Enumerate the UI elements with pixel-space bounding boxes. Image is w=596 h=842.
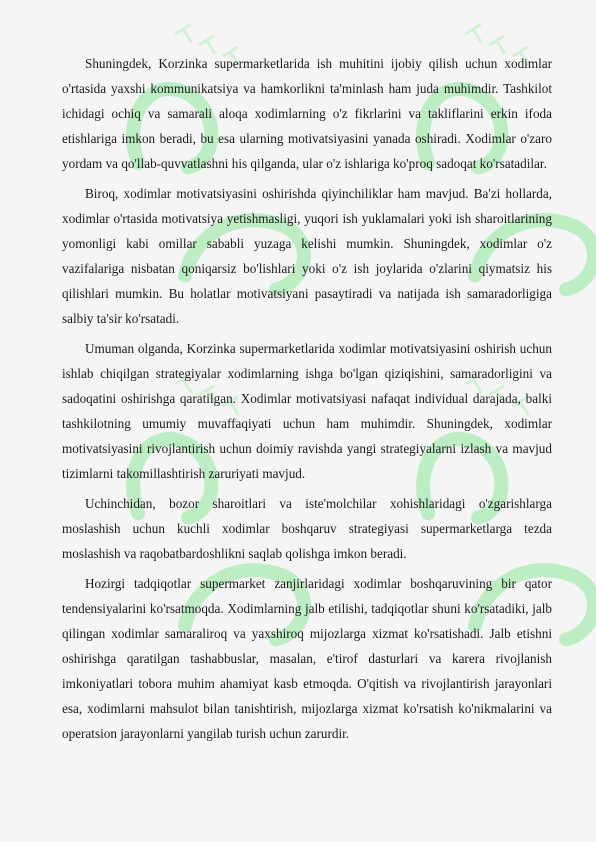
paragraph-4: Uchinchidan, bozor sharoitlari va iste'molchilar xohishlaridagi o'zgarishlarga moslashish uchun kuchli xodimlar boshqaruv strategiyasi supermarketlarga tezda moslashish va raqobatbardoshlikni saqlab qolishga imkon beradi. (62, 495, 552, 561)
paragraph-5: Hozirgi tadqiqotlar supermarket zanjirlaridagi xodimlar boshqaruvining bir qator tendensiyalarini ko'rsatmoqda. Xodimlarning jalb etilishi, tadqiqotlar shuni ko'rsatadiki, jalb qilingan xodimlar samaraliroq va yaxshiroq mijozlarga xizmat ko'rsatishadi. Jalb etishni oshirishga qaratilgan tashabbuslar, masalan, e'tirof dasturlari va karera rivojlanish imkoniyatlari tobora muhim ahamiyat kasb etmoqda. O'qitish va rivojlantirish jarayonlari esa, xodimlarni mahsulot bilan tanishtirish, mijozlarga xizmat ko'rsatish ko'nikmalarini va operatsion jarayonlarni yangilab turish uchun zarurdir. (62, 576, 552, 741)
paragraph-3: Umuman olganda, Korzinka supermarketlarida xodimlar motivatsiyasini oshirish uchun ishlab chiqilgan strategiyalar xodimlarning ishga bo'lgan qiziqishini, samaradorligini va sadoqatini oshirishga qaratilgan. Xodimlar motivatsiyasi nafaqat individual darajada, balki tashkilotning umumiy muvaffaqiyati uchun ham muhimdir. Shuningdek, xodimlar motivatsiyasini rivojlantirish uchun doimiy ravishda yangi strategiyalarni izlash va mavjud tizimlarni takomillashtirish zaruriyati mavjud. (62, 340, 552, 481)
document-page (62, 52, 552, 752)
paragraph-1: Shuningdek, Korzinka supermarketlarida ish muhitini ijobiy qilish uchun xodimlar o'rtasida yaxshi kommunikatsiya va hamkorlikni ta'minlash ham juda muhimdir. Tashkilot ichidagi ochiq va samarali aloqa xodimlarning o'z fikrlarini va takliflarini erkin ifoda etishlariga imkon beradi, bu esa ularning motivatsiyasini yanada oshiradi. Xodimlar o'zaro yordam va qo'llab-quvvatlashni his qilganda, ular o'z ishlariga ko'proq sadoqat ko'rsatadilar. (62, 56, 552, 171)
paragraph-2: Biroq, xodimlar motivatsiyasini oshirishda qiyinchiliklar ham mavjud. Ba'zi hollarda, xodimlar o'rtasida motivatsiya yetishmasligi, yuqori ish yuklamalari yoki ish sharoitlarining yomonligi kabi omillar sababli yuzaga kelishi mumkin. Shuningdek, xodimlar o'z vazifalariga nisbatan qoniqarsiz bo'lishlari yoki o'z ish joylarida o'zlarini qiymatsiz his qilishlari mumkin. Bu holatlar motivatsiyani pasaytiradi va natijada ish samaradorligiga salbiy ta'sir ko'rsatadi. (62, 186, 552, 326)
